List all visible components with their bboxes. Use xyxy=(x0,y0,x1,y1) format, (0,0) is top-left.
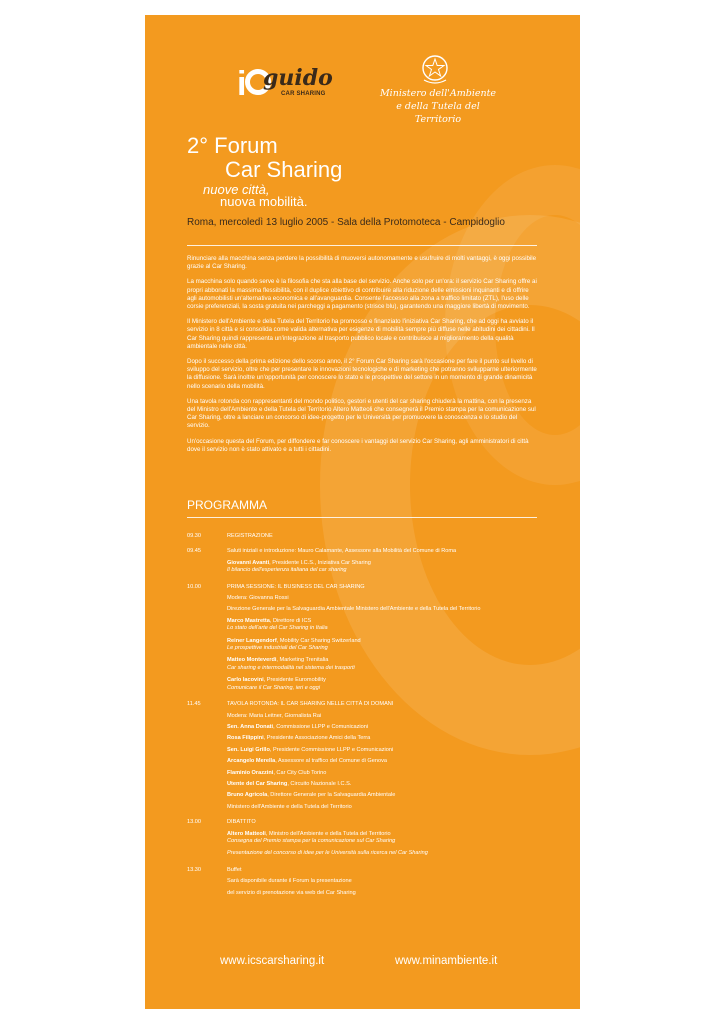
agenda-description xyxy=(227,533,539,544)
agenda-description xyxy=(227,584,539,697)
logo-letter: i xyxy=(237,65,245,103)
footer-url-ministry[interactable]: www.minambiente.it xyxy=(395,955,498,967)
agenda-entry-line xyxy=(227,770,539,777)
entry-text: PRIMA SESSIONE: IL BUSINESS DEL CAR SHARING xyxy=(227,583,365,590)
agenda-entry-line xyxy=(227,677,539,684)
agenda-time: 09.45 xyxy=(187,548,201,555)
entry-text: , Mobility Car Sharing Switzerland xyxy=(276,637,361,644)
agenda-entry xyxy=(227,533,539,540)
entry-text: Sarà disponibile durante il Forum la presentazione xyxy=(227,878,352,885)
agenda-entry xyxy=(227,735,539,742)
speaker-name: Flaminio Orazzini xyxy=(227,769,274,776)
entry-text: , Presidente Euromobility xyxy=(263,677,326,684)
talk-title: Consegna del Premio stampa per la comunicazione sul Car Sharing xyxy=(227,837,396,844)
speaker-name: Rosa Filippini xyxy=(227,735,264,742)
subtitle-line-2: nuova mobilità. xyxy=(220,194,308,209)
entry-text: REGISTRAZIONE xyxy=(227,533,273,539)
agenda-entry xyxy=(227,867,539,874)
agenda-entry xyxy=(227,638,539,653)
talk-title: Il bilancio dell'esperienza italiana del car sharing xyxy=(227,567,347,574)
speaker-name: Utente del Car Sharing xyxy=(227,780,288,787)
agenda-entry xyxy=(227,606,539,613)
agenda-entry-line xyxy=(227,890,539,897)
intro-paragraph: Rinunciare alla macchina senza perdere la possibilità di muoversi autonomamente e usufruire di molti vantaggi, è oggi possibile grazie al Car Sharing. xyxy=(187,255,537,271)
agenda-description xyxy=(227,867,539,901)
speaker-name: Sen. Luigi Grillo xyxy=(227,746,270,753)
intro-paragraph: Un'occasione questa del Forum, per diffondere e far conoscere i vantaggi del servizio Car Sharing, agli amministratori di città dove il servizio non è stato attivato e a tutti i cittadini. xyxy=(187,437,529,453)
agenda-time: 10.00 xyxy=(187,583,201,590)
intro-paragraph: La macchina solo quando serve è la filosofia che sta alla base del servizio. Anche solo per un'ora: il servizio Car Sharing offre ai propri abbonati la massima flessibilità, con il duplice obiettivo di contribuire alla riduzione delle emissioni inquinanti e di offrire agli automobilisti un'alternativa economica e all'avanguardia. Consente l'accesso alla zona a traffico limitato (ZTL), l'uso delle corsie preferenziali, la sosta gratuita nei parcheggi a pagamento (strisce blu), garantendo una maggiore libertà di movimento. xyxy=(187,278,537,311)
intro-paragraph: Dopo il successo della prima edizione dello scorso anno, il 2° Forum Car Sharing sarà l'occasione per fare il punto sul livello di sviluppo del servizio, oltre che per presentare le innovazioni tecnologiche e di marketing che potranno svilupparne ulteriormente la diffusione. Sarà inoltre un'opportunità per conoscere lo stato e le prospettive del settore in un momento di grande dinamicità nello scenario della mobilità. xyxy=(187,358,537,390)
talk-title: Presentazione del concorso di idee per le Università sulla ricerca nel Car Sharing xyxy=(227,850,428,857)
agenda-entry xyxy=(227,792,539,799)
speaker-name: Arcangelo Merella xyxy=(227,758,276,765)
agenda-entry-line xyxy=(227,560,539,567)
ministry-line-1: Ministero dell'Ambiente xyxy=(379,88,497,99)
agenda-entry-line xyxy=(227,724,539,731)
agenda-entry-line xyxy=(227,747,539,754)
agenda-entry xyxy=(227,657,539,672)
agenda-entry xyxy=(227,618,539,633)
talk-title: Le prospettive industriali del Car Sharing xyxy=(227,645,328,652)
agenda-entry xyxy=(227,890,539,897)
agenda-entry-line xyxy=(227,606,539,613)
event-details: Roma, mercoledì 13 luglio 2005 - Sala della Protomoteca - Campidoglio xyxy=(187,217,505,228)
agenda-entry-line xyxy=(227,804,539,811)
agenda-entry-line xyxy=(227,618,539,625)
entry-text: TAVOLA ROTONDA: IL CAR SHARING NELLE CITTÀ DI DOMANI xyxy=(227,701,394,708)
speaker-name: Giovanni Avanti xyxy=(227,559,270,566)
ministry-line-2: e della Tutela del Territorio xyxy=(396,101,480,125)
agenda-entry xyxy=(227,701,539,708)
programma-heading: PROGRAMMA xyxy=(187,498,268,512)
agenda-entry-line xyxy=(227,584,539,591)
agenda-entry-line xyxy=(227,792,539,799)
agenda-time: 09.30 xyxy=(187,533,201,539)
agenda-entry xyxy=(227,878,539,885)
entry-text: , Direttore Generale per la Salvaguardia Ambientale xyxy=(267,792,396,799)
agenda-row xyxy=(187,867,539,901)
entry-text: Modera: Giovanna Rossi xyxy=(227,595,289,602)
agenda-description xyxy=(227,701,539,815)
entry-text: , Direttore di ICS xyxy=(269,617,312,624)
entry-text: , Assessore al traffico del Comune di Genova xyxy=(275,758,388,765)
speaker-name: Carlo Iacovini xyxy=(227,677,264,684)
entry-text: , Circuito Nazionale I.C.S. xyxy=(287,780,352,787)
logo-guido: guido xyxy=(263,65,333,91)
agenda-entry-line xyxy=(227,758,539,765)
agenda-entry-line xyxy=(227,713,539,720)
agenda-entry-line xyxy=(227,878,539,885)
agenda-entry xyxy=(227,819,539,826)
agenda-row xyxy=(187,819,539,863)
logo-subtitle: CAR SHARING xyxy=(281,91,326,97)
agenda-row xyxy=(187,701,539,815)
speaker-name: Sen. Anna Donati xyxy=(227,723,274,730)
entry-text: DIBATTITO xyxy=(227,819,256,826)
intro-paragraph: Una tavola rotonda con rappresentanti del mondo politico, gestori e utenti del car sharing chiuderà la mattina, con la presenza del Ministro dell'Ambiente e della Tutela del Territorio Altero Matteoli che consegnerà il Premio stampa per la comunicazione sul Car Sharing, oltre a lanciare un concorso di idee-progetto per le Università per promuovere la conoscenza e lo studio del servizio. xyxy=(187,397,536,430)
agenda-entry xyxy=(227,724,539,731)
agenda-entry-line xyxy=(227,831,539,838)
agenda-entry-line xyxy=(227,638,539,645)
agenda-entry xyxy=(227,595,539,602)
intro-paragraph: Il Ministero dell'Ambiente e della Tutela del Territorio ha promosso e finanziato l'iniziativa Car Sharing, che ad oggi ha avviato il servizio in 8 città e si consolida come valida alternativa per esigenze di mobilità sempre più diffuse nelle abitudini dei cittadini. Il Car Sharing quindi rappresenta un'integrazione al trasporto pubblico locale e contribuisce al miglioramento della qualità ambientale nelle città. xyxy=(187,318,535,350)
agenda-description xyxy=(227,548,539,579)
agenda-time: 11.45 xyxy=(187,701,201,708)
agenda-entry xyxy=(227,677,539,692)
agenda-entry-line xyxy=(227,548,539,555)
agenda-entry xyxy=(227,548,539,555)
republic-emblem-icon xyxy=(420,53,450,87)
entry-text: , Commissione LLPP e Comunicazioni xyxy=(273,723,369,730)
entry-text: , Presidente Associazione Amici della Terra xyxy=(263,735,371,742)
agenda-entry-line xyxy=(227,819,539,826)
agenda-entry xyxy=(227,584,539,591)
agenda-entry xyxy=(227,781,539,788)
talk-title: Lo stato dell'arte del Car Sharing in Italia xyxy=(227,625,328,632)
agenda-entry-line xyxy=(227,867,539,874)
agenda-entry xyxy=(227,831,539,846)
talk-title: Comunicare il Car Sharing, ieri e oggi xyxy=(227,684,320,691)
entry-text: Buffet xyxy=(227,866,242,873)
divider xyxy=(187,245,537,246)
entry-text: Modera: Maria Leitner, Giornalista Rai xyxy=(227,712,322,719)
title-forum: 2° Forum xyxy=(187,133,278,158)
agenda-time: 13.30 xyxy=(187,866,201,873)
agenda-entry-line xyxy=(227,735,539,742)
speaker-name: Marco Mastretta xyxy=(227,617,270,624)
entry-text: Direzione Generale per la Salvaguardia Ambientale Ministero dell'Ambiente e della Tutela del Territorio xyxy=(227,606,481,613)
entry-text: , Presidente Commissione LLPP e Comunicazioni xyxy=(269,746,394,753)
entry-text: , Car City Club Torino xyxy=(273,769,327,776)
entry-text: , Marketing Trenitalia xyxy=(276,657,329,664)
agenda-entry xyxy=(227,850,539,857)
entry-text: Saluti iniziali e introduzione: Mauro Calamante, Assessore alla Mobilità del Comune di Roma xyxy=(227,548,457,555)
agenda-time: 13.00 xyxy=(187,819,201,826)
speaker-name: Altero Matteoli xyxy=(227,830,266,837)
entry-text: , Ministro dell'Ambiente e della Tutela del Territorio xyxy=(265,830,391,837)
speaker-name: Bruno Agricola xyxy=(227,792,268,799)
agenda-row xyxy=(187,548,539,579)
poster xyxy=(145,15,580,1009)
agenda-description xyxy=(227,819,539,863)
agenda-entry xyxy=(227,713,539,720)
agenda-entry-line xyxy=(227,657,539,664)
agenda xyxy=(187,533,539,905)
talk-title: Car sharing e intermodalità nel sistema dei trasporti xyxy=(227,664,355,671)
poster-content xyxy=(145,15,580,1009)
agenda-row xyxy=(187,584,539,697)
agenda-entry xyxy=(227,560,539,575)
agenda-entry xyxy=(227,758,539,765)
speaker-name: Matteo Monteverdi xyxy=(227,657,277,664)
agenda-entry xyxy=(227,804,539,811)
agenda-entry xyxy=(227,770,539,777)
agenda-entry-line xyxy=(227,533,539,540)
entry-text: Ministero dell'Ambiente e della Tutela del Territorio xyxy=(227,803,352,810)
agenda-entry-line xyxy=(227,781,539,788)
entry-text: , Presidente I.C.S., Iniziativa Car Sharing xyxy=(269,559,371,566)
footer-url-ics[interactable]: www.icscarsharing.it xyxy=(220,955,325,967)
divider xyxy=(187,517,537,518)
ministry-name xyxy=(373,87,503,126)
title-car-sharing: Car Sharing xyxy=(225,157,343,182)
speaker-name: Reiner Langendorf xyxy=(227,637,277,644)
entry-text: del servizio di prenotazione via web del Car Sharing xyxy=(227,889,356,896)
subtitle-line-1: nuove città, xyxy=(203,182,270,197)
agenda-entry-line xyxy=(227,701,539,708)
agenda-row xyxy=(187,533,539,544)
agenda-entry xyxy=(227,747,539,754)
intro-text xyxy=(187,255,539,461)
agenda-entry-line xyxy=(227,595,539,602)
